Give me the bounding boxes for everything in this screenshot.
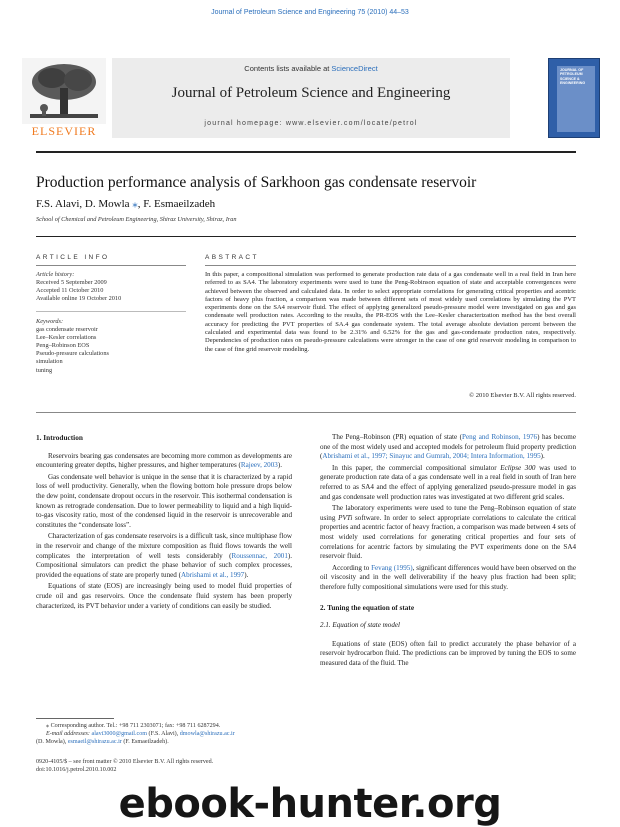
text: ). (277, 461, 282, 470)
text: In this paper, the commercial compositional simulator (332, 463, 501, 472)
abstract-bottom-rule (36, 412, 576, 413)
email-link[interactable]: dmowla@shirazu.ac.ir (179, 731, 235, 737)
email-line (36, 738, 292, 746)
citation-link[interactable]: Roussennac, 2001 (231, 551, 288, 560)
paragraph: Equations of state (EOS) are increasingly being used to model fluid properties of crude oil and gas reservoirs. Once the condensate fluid system has been properly characterized, its PVT behavior under a variety of conditions can easily be studied. (36, 582, 292, 610)
doi-link[interactable]: doi:10.1016/j.petrol.2010.10.002 (36, 767, 117, 773)
journal-reference[interactable]: Journal of Petroleum Science and Engineering 75 (2010) 44–53 (211, 9, 409, 16)
citation-link[interactable]: Rajeev, 2003 (240, 461, 278, 470)
citation-link[interactable]: Abrishami et al., 1997 (180, 570, 245, 579)
paragraph (36, 452, 292, 471)
keyword-item: Lee–Kesler correlations (36, 334, 97, 342)
affiliation: School of Chemical and Petroleum Engineering, Shiraz University, Shiraz, Iran (36, 216, 237, 223)
journal-homepage[interactable]: journal homepage: www.elsevier.com/locate/petrol (204, 120, 418, 127)
article-history (36, 271, 186, 303)
left-column (36, 433, 292, 613)
text: (F. Esmaeilzadeh). (121, 739, 169, 745)
keyword-item: tuning (36, 366, 53, 374)
paragraph (320, 464, 576, 502)
issn-line: 0920-4105/$ – see front matter © 2010 Elsevier B.V. All rights reserved. (36, 759, 214, 765)
masthead (22, 58, 600, 138)
paragraph: Equations of state (EOS) often fail to predict accurately the phase behavior of a reservoir hydrocarbon fluid. The predictions can be improved by tuning the EOS to some measured data of the fluid. The (320, 639, 576, 667)
text: (D. Mowla), (36, 739, 68, 745)
author-last: , F. Esmaeilzadeh (137, 198, 216, 210)
info-divider (36, 311, 186, 312)
keyword-item: Pseudo-pressure calculations (36, 350, 109, 358)
history-online: Available online 19 October 2010 (36, 295, 122, 303)
section-heading: 2. Tuning the equation of state (320, 602, 415, 612)
email-line (36, 730, 292, 738)
text: ). (244, 570, 249, 579)
history-accepted: Accepted 11 October 2010 (36, 287, 104, 295)
info-rule (36, 265, 186, 266)
citation-link[interactable]: Abrishami et al., 1997; Sinayuc and Gumrah, 2004; Intera Information, 1995 (322, 452, 541, 461)
sciencedirect-link[interactable]: ScienceDirect (331, 64, 378, 73)
section-heading: 1. Introduction (36, 433, 83, 442)
citation-link[interactable]: Peng and Robinson, 1976 (462, 433, 538, 441)
footnote (36, 722, 292, 746)
text: ) has become one of the most widely used and accepted models for petroleum fluid property prediction ( (320, 433, 576, 461)
right-column (320, 433, 576, 670)
journal-title: Journal of Petroleum Science and Engineering (171, 85, 451, 101)
article-info-heading: ARTICLE INFO (36, 254, 110, 261)
text: software. In order to select appropriate correlations to calculate the critical properties and acentric factor of heavy fraction, a comparison was made between 4 sets of most widely used correlations for generating critical properties and four sets of correlations for acentric factors by simulating the PVT experiments done on the SA4 reservoir fluid. (320, 513, 576, 561)
keywords-label: Keywords: (36, 318, 64, 325)
article-title: Production performance analysis of Sarkhoon gas condensate reservoir (36, 174, 477, 191)
keywords (36, 318, 186, 375)
keyword-item: gas condensate reservoir (36, 326, 98, 334)
text: Reservoirs bearing gas condensates are becoming more common as developments are encountering greater depths, higher pressures, and higher temperatures ( (36, 451, 292, 470)
software-name: PVTi (338, 513, 353, 522)
corresponding-author-mark[interactable]: ⁎ (129, 198, 138, 210)
corresponding-author-note: ⁎ Corresponding author. Tel.: +98 711 2303071; fax: +98 711 6287294. (46, 723, 221, 729)
elsevier-wordmark: ELSEVIER (31, 124, 97, 138)
watermark: ebook-hunter.org (118, 781, 502, 827)
email-link[interactable]: alavi3000@gmail.com (91, 731, 148, 737)
authors: F.S. Alavi, D. Mowla (36, 198, 130, 210)
paragraph (36, 532, 292, 580)
issn-block (36, 758, 292, 774)
text: was used to generate production rate data of a gas condensate well in a real field in south of Iran here referred to as SA4 and the effect of applying generalized pseudo-pressure model in gas and gas condensate well production rates was investigated at two different grid scales. (320, 463, 577, 501)
title-rule (36, 236, 576, 237)
email-link[interactable]: esmaeil@shirazu.ac.ir (67, 739, 122, 745)
text: Characterization of gas condensate reservoirs is a difficult task, since multiphase flow in the reservoir and change of the mixture composition as fluid flows towards the well complicates the interpretation of well tests considerably ( (36, 532, 292, 560)
keyword-item: Peng–Robinson EOS (36, 342, 90, 350)
paragraph (320, 564, 576, 593)
header-rule (36, 151, 576, 153)
keyword-item: simulation (36, 358, 63, 366)
paragraph (320, 504, 576, 562)
paragraph (320, 433, 576, 462)
abstract-heading: ABSTRACT (205, 254, 259, 261)
abstract-text: In this paper, a compositional simulation was performed to generate production rate data of a gas condensate well in a real field in Iran here referred to as SA4. The laboratory experiments were used to tune the Peng-Robinson equation of state and acceptable convergences were achieved between the observed and calculated data. In order to select appropriate correlations for generating critical properties and acentric factors of heavy plus fraction, a comparison was made between different sets of most widely used correlations by simulating the PVT experiments done on the SA4 reservoir fluid. The effect of applying generalized pseudo-pressure model were investigated on gas and gas condensate well production rates. According to the results, the PR-EOS with the Lee–Kesler characterization method has the best overall accuracy for predicting the PVT properties of SA.4 gas condensate system. The total average absolute deviation percent between the calculated and experimental data was found to be 2.31% and 6.52% for the gas and gas-condensate production rates, respectively. Dependencies of production rates on pseudo-pressure calculations were stronger in the case of one grid reservoir modeling in comparison to the case of fine grid reservoir modeling. (205, 271, 576, 353)
history-received: Received 5 September 2009 (36, 279, 107, 287)
cover-title: JOURNAL OF PETROLEUM SCIENCE & ENGINEERING (560, 68, 586, 85)
copyright: © 2010 Elsevier B.V. All rights reserved. (469, 392, 576, 399)
citation-link[interactable]: Fevang (1995) (371, 563, 413, 572)
footnote-rule (36, 718, 114, 719)
text: ). (540, 452, 545, 461)
abstract-rule (205, 265, 576, 266)
software-name: Eclipse 300 (500, 463, 536, 472)
text: ). Compositional simulators can predict the phase behavior of such complex processes, provided the equations of state are properly tuned ( (36, 551, 293, 579)
contents-line (112, 64, 510, 73)
text: , significant differences would have been observed on the oil viscosity and in the well deliverability if the heavy plus fraction had been split; therefore fully compositional simulations were used for this study. (320, 563, 576, 591)
contents-prefix: Contents lists available at (244, 64, 332, 73)
elsevier-logo (22, 58, 106, 138)
text: (F.S. Alavi), (147, 731, 180, 737)
paragraph: Gas condensate well behavior is unique in the sense that it is characterized by a rapid loss of well productivity. Generally, when the flowing bottom hole pressure drops below the dew point, condensate dropout occurs in the reservoir. This isothermal condensation is known as retrograde condensation. Due to lower permeability to liquid and a high liquid-to-gas viscosity ratio, most of the condensed liquid in the reservoir is unrecoverable and constitutes the “condensate loss”. (36, 472, 292, 529)
author-list (36, 197, 215, 210)
tree-icon (22, 58, 106, 124)
history-label: Article history: (36, 271, 75, 278)
text: The Peng–Robinson (PR) equation of state ( (332, 433, 463, 441)
journal-banner (112, 58, 510, 138)
email-label: E-mail addresses: (46, 731, 92, 737)
text: The laboratory experiments were used to tune the Peng–Robinson equation of state using (320, 504, 576, 522)
subsection-heading: 2.1. Equation of state model (320, 621, 400, 630)
text: According to (332, 563, 372, 572)
journal-cover-thumbnail[interactable] (548, 58, 600, 138)
